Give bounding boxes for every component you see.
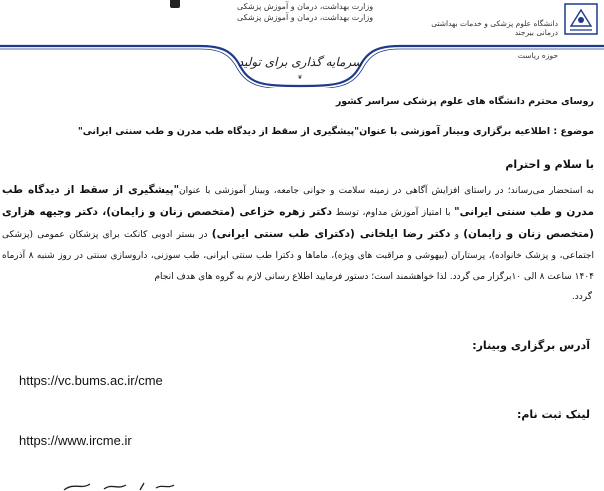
body-intro: به استحضار می‌رساند؛ در راستای افزایش آگاهی در زمینه سلامت و جوانی جامعه، وبینار آموزشی با عنوان xyxy=(179,186,594,196)
webinar-address-label: آدرس برگزاری وبینار: xyxy=(472,339,590,352)
letter-body xyxy=(2,180,594,306)
body-conjunction: و xyxy=(450,230,464,240)
office-name: حوزه ریاست xyxy=(517,51,558,60)
registration-link[interactable]: https://www.ircme.ir xyxy=(19,433,132,448)
slogan-subtext: ❦ xyxy=(297,74,303,81)
slogan-text: سرمایه گذاری برای تولید xyxy=(237,55,363,69)
body-closing: گردد. xyxy=(571,292,592,302)
body-details: در بستر ادوبی کانکت برای پزشکان عمومی (پزشکی اجتماعی، و پزشک خانواده)، پرستاران (بیهوشی و مراقبت های ویژه)، ماماها و دکترا طب سنتی ایرانی، طب سوزنی، داروسازی سنتی در روز شنبه ۸ آذرماه ۱۴۰۴ ساعت ۸ الی ۱۰برگزار می گردد. لذا خواهشمند است؛ دستور فرمایید اطلاع رسانی لازم به گروه های هدف انجام xyxy=(2,230,594,282)
webinar-title: "پیشگیری از سقط از دیدگاه طب مدرن و طب سنتی ایرانی" xyxy=(2,184,594,218)
greeting: با سلام و احترام xyxy=(505,158,594,171)
letterhead xyxy=(0,0,604,92)
stamp-corner-mark xyxy=(170,0,180,8)
recipients-heading: روسای محترم دانشگاه های علوم پزشکی سراسر کشور xyxy=(335,96,594,107)
signature-fragment xyxy=(60,480,180,491)
university-name: دانشگاه علوم پزشکی و خدمات بهداشتی درمانی بیرجند xyxy=(431,19,558,37)
body-accreditation: با امتیاز آموزش مداوم، توسط xyxy=(332,208,455,218)
speakers-gynecology: دکتر زهره خزاعی (متخصص زنان و زایمان)، دکتر وجیهه هزاری (متخصص زنان و زایمان) xyxy=(2,206,594,240)
ministry-subtitle: وزارت بهداشت، درمان و آموزش پزشکی xyxy=(236,13,374,22)
webinar-address-link[interactable]: https://vc.bums.ac.ir/cme xyxy=(19,373,163,388)
ministry-name: وزارت بهداشت، درمان و آموزش پزشکی xyxy=(236,2,374,11)
speaker-traditional-medicine: دکتر رضا ایلخانی (دکترای طب سنتی ایرانی) xyxy=(211,228,451,240)
subject-line: موضوع : اطلاعیه برگزاری وبینار آموزشی با عنوان"پیشگیری از سقط از دیدگاه طب مدرن و طب سنتی ایرانی" xyxy=(77,126,594,137)
slogan-banner xyxy=(0,26,604,88)
registration-link-label: لینک ثبت نام: xyxy=(516,408,590,421)
